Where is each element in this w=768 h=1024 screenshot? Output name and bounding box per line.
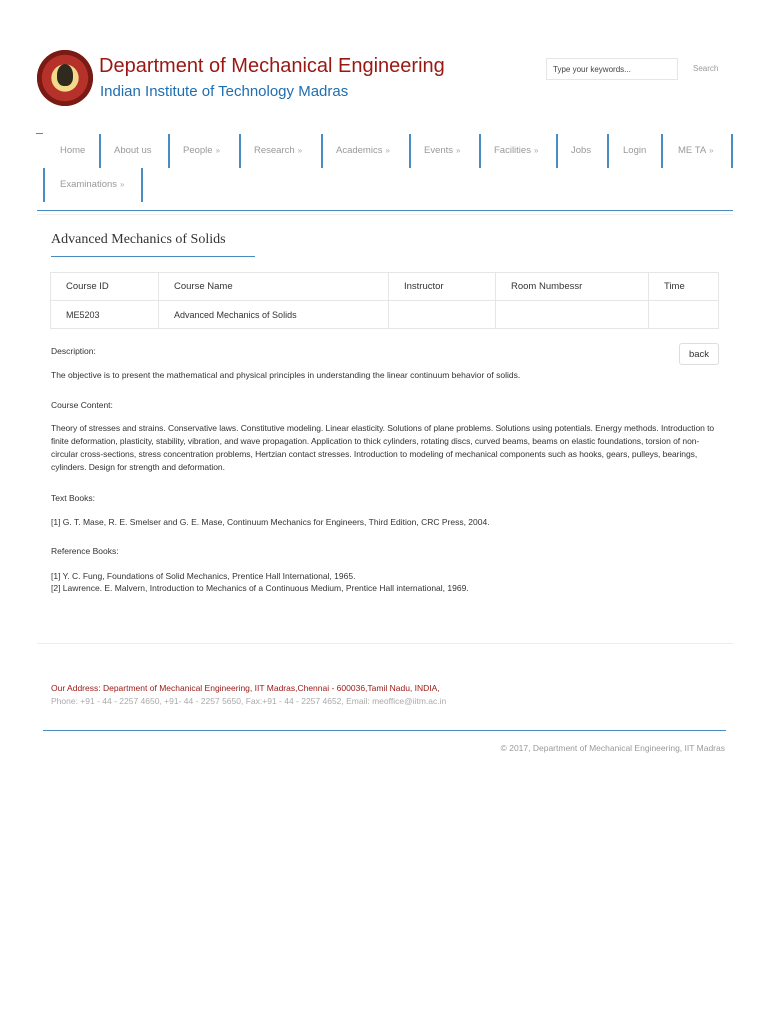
course-content-label: Course Content: — [51, 400, 113, 410]
title-underline — [51, 256, 255, 257]
nav-item-home[interactable] — [37, 134, 99, 168]
table-cell: ME5203 — [51, 301, 159, 329]
nav-item-jobs[interactable] — [556, 134, 607, 168]
column-header: Time — [649, 273, 719, 301]
nav-item-label: Facilities — [494, 145, 531, 156]
reference-item: [1] Y. C. Fung, Foundations of Solid Mechanics, Prentice Hall International, 1965. — [51, 571, 356, 581]
page-title: Advanced Mechanics of Solids — [51, 232, 226, 247]
nav-item-academics[interactable] — [321, 134, 409, 168]
chevron-right-icon: » — [533, 146, 539, 155]
reference-item: [2] Lawrence. E. Malvern, Introduction to Mechanics of a Continuous Medium, Prentice Hall international, 1969. — [51, 583, 469, 593]
nav-item-label: ME TA — [678, 145, 707, 156]
nav-item-login[interactable] — [607, 134, 661, 168]
footer-copyright: © 2017, Department of Mechanical Engineering, IIT Madras — [500, 743, 725, 753]
nav-item-me-ta[interactable] — [661, 134, 733, 168]
table-cell: Advanced Mechanics of Solids — [159, 301, 389, 329]
nav-item-label: Home — [60, 145, 86, 156]
nav-item-label: Jobs — [571, 145, 592, 156]
nav-item-label: Academics — [336, 145, 383, 156]
nav-item-examinations[interactable] — [43, 168, 143, 202]
description-text: The objective is to present the mathematical and physical principles in understanding the linear continuum behavior of solids. — [51, 370, 521, 380]
nav-item-label: Login — [623, 145, 647, 156]
table-row — [51, 301, 719, 329]
footer-contact: Phone: +91 - 44 - 2257 4650, +91- 44 - 2257 5650, Fax:+91 - 44 - 2257 4652, Email: meoffice@iitm.ac.in — [51, 696, 447, 706]
table-cell — [389, 301, 496, 329]
nav-item-about-us[interactable] — [99, 134, 168, 168]
nav-item-events[interactable] — [409, 134, 479, 168]
nav-item-label: Research — [254, 145, 295, 156]
iitm-logo[interactable] — [37, 50, 93, 106]
chevron-right-icon: » — [215, 146, 221, 155]
column-header: Instructor — [389, 273, 496, 301]
column-header: Course Name — [159, 273, 389, 301]
chevron-right-icon: » — [385, 146, 390, 155]
chevron-right-icon: » — [709, 146, 714, 155]
back-button[interactable]: back — [679, 343, 719, 365]
nav-item-people[interactable] — [168, 134, 239, 168]
table-cell — [496, 301, 649, 329]
nav-divider-secondary — [37, 214, 733, 215]
textbook-item: [1] G. T. Mase, R. E. Smelser and G. E. Mase, Continuum Mechanics for Engineers, Third Edition, CRC Press, 2004. — [51, 517, 490, 527]
nav-item-research[interactable] — [239, 134, 321, 168]
nav-divider — [37, 210, 733, 211]
footer-divider — [37, 643, 733, 644]
description-label: Description: — [51, 346, 96, 356]
nav-item-label: People — [183, 145, 213, 156]
search-input[interactable] — [546, 58, 678, 80]
column-header: Room Numbessr — [496, 273, 649, 301]
footer-address: Our Address: Department of Mechanical Engineering, IIT Madras,Chennai - 600036,Tamil Nadu, INDIA, — [51, 683, 440, 693]
course-content-text: Theory of stresses and strains. Conservative laws. Constitutive modeling. Linear elasticity. Solutions of plane problems. Solutions using potentials. Energy methods. Introduction to finite deformation, plasticity, stability, vibration, and wave propagation. Application to thick cylinders, rotating discs, curved beams, beams on elastic foundations, torsion of non-circular cross-sections, stress concentration problems, Hertzian contact stresses. Introduction to modeling of mechanical components such as hooks, gears, pulleys, bearings, cylinders. Design for strength and deformation. — [51, 423, 715, 472]
institute-subtitle: Indian Institute of Technology Madras — [100, 83, 349, 100]
textbooks-label: Text Books: — [51, 493, 95, 503]
table-header-row — [51, 273, 719, 301]
site-header — [0, 0, 768, 125]
course-table — [50, 272, 719, 329]
nav-item-label: Examinations — [60, 179, 118, 190]
department-title[interactable]: Department of Mechanical Engineering — [99, 55, 445, 77]
chevron-right-icon: » — [297, 146, 303, 155]
nav-item-label: Events — [424, 145, 454, 156]
table-cell — [649, 301, 719, 329]
nav-item-label: About us — [114, 145, 152, 156]
search-button[interactable]: Search — [693, 64, 719, 73]
column-header: Course ID — [51, 273, 159, 301]
chevron-right-icon: » — [456, 146, 461, 155]
chevron-right-icon: » — [120, 180, 125, 189]
reference-books-label: Reference Books: — [51, 546, 119, 556]
footer-rule — [43, 730, 726, 731]
nav-item-facilities[interactable] — [479, 134, 556, 168]
